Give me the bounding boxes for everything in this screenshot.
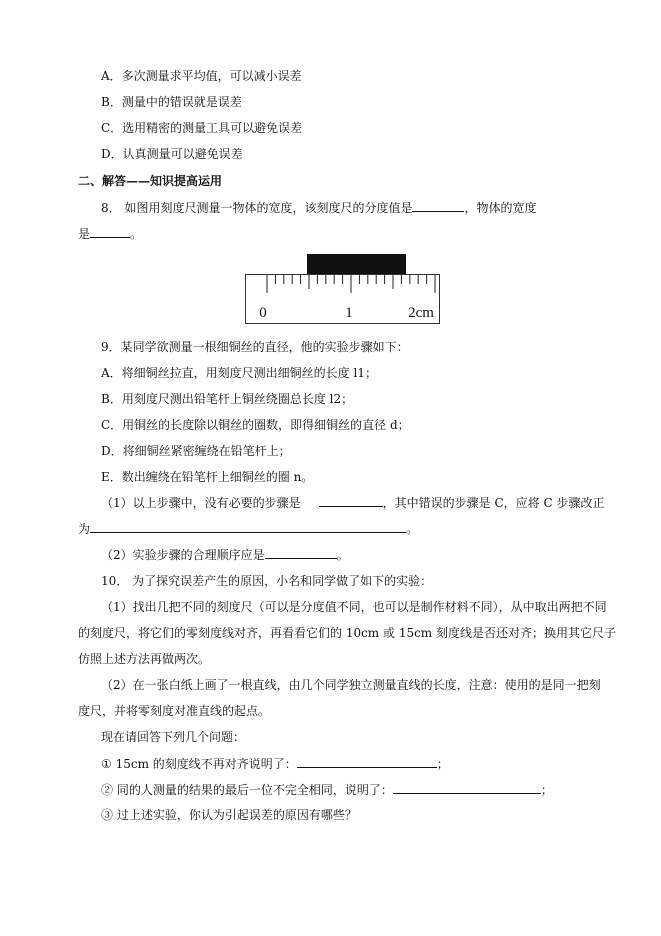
q10-item1-text: ① 15cm 的刻度线不再对齐说明了： bbox=[101, 757, 297, 771]
q9-sub2-text-a: （2）实验步骤的合理顺序应是 bbox=[101, 548, 265, 562]
q9-sub1-text-a: （1）以上步骤中，没有必要的步骤是 bbox=[101, 496, 301, 510]
option-b: B．测量中的错误就是误差 bbox=[101, 95, 242, 109]
q10-intro: 现在请回答下列几个问题： bbox=[101, 730, 246, 744]
q9-sub1-text-b: ，其中错误的步骤是 C，应将 C 步骤改正 bbox=[382, 496, 605, 510]
q10-p2-line1: （2）在一张白纸上画了一根直线，由几个同学独立测量直线的长度，注意：使用的是同一把刻 bbox=[101, 678, 601, 692]
q9-sub2 bbox=[101, 546, 349, 563]
option-d: D．认真测量可以避免误差 bbox=[101, 147, 243, 161]
ruler-label-0: 0 bbox=[259, 305, 267, 321]
q9-step-b: B．用刻度尺测出铅笔杆上铜丝绕圈总长度 l2； bbox=[101, 392, 354, 406]
q8-blank-division[interactable] bbox=[412, 199, 464, 212]
section-heading: 二、解答——知识提高运用 bbox=[78, 174, 223, 188]
q10-p1-line1: （1）找出几把不同的刻度尺（可以是分度值不同，也可以是制作材料不同），从中取出两把不同 bbox=[101, 600, 607, 614]
q9-blank-unneeded-step[interactable] bbox=[319, 494, 383, 507]
ruler-label-1: 1 bbox=[345, 305, 353, 321]
q9-sub1-line2 bbox=[78, 520, 418, 537]
q9-stem: 9．某同学欲测量一根细铜丝的直径，他的实验步骤如下： bbox=[101, 340, 409, 354]
q9-step-a: A．将细铜丝拉直，用刻度尺测出细铜丝的长度 l1； bbox=[101, 366, 377, 380]
q10-item2-text: ② 同的人测量的结果的最后一位不完全相同，说明了： bbox=[101, 783, 393, 797]
q8-blank-width[interactable] bbox=[90, 225, 130, 238]
q10-p2-line2: 度尺，并将零刻度对准直线的起点。 bbox=[78, 704, 271, 718]
q10-item2-end: ； bbox=[540, 783, 553, 797]
q9-sub2-text-b: 。 bbox=[336, 548, 349, 562]
q9-sub1-text-c: 为 bbox=[78, 522, 91, 536]
q10-item-3: ③ 过上述实验，你认为引起误差的原因有哪些？ bbox=[101, 808, 357, 822]
ruler-figure bbox=[245, 253, 441, 325]
option-c: C．选用精密的测量工具可以避免误差 bbox=[101, 121, 303, 135]
q9-step-e: E．数出缠绕在铅笔杆上细铜丝的圈 n。 bbox=[101, 470, 314, 484]
option-a: A．多次测量求平均值，可以减小误差 bbox=[101, 69, 302, 83]
q10-item1-end: ； bbox=[436, 757, 449, 771]
q9-step-c: C．用铜丝的长度除以铜丝的圈数，即得细铜丝的直径 d； bbox=[101, 418, 410, 432]
q9-blank-correction[interactable] bbox=[90, 520, 406, 533]
ruler-label-2cm: 2cm bbox=[408, 305, 434, 321]
q8-text-b: ，物体的宽度 bbox=[464, 201, 537, 215]
q8-text-a: 8． 如图用刻度尺测量一物体的宽度，该刻度尺的分度值是 bbox=[101, 201, 413, 215]
q9-sub1-line1 bbox=[101, 494, 604, 511]
q10-item-2 bbox=[101, 781, 553, 798]
q10-blank-2[interactable] bbox=[393, 781, 541, 794]
q9-sub1-text-d: 。 bbox=[406, 522, 419, 536]
q8-line2 bbox=[78, 225, 142, 242]
q9-blank-order[interactable] bbox=[265, 546, 337, 559]
q8-text-d: 。 bbox=[130, 227, 143, 241]
q10-stem: 10． 为了探究误差产生的原因，小名和同学做了如下的实验： bbox=[101, 574, 433, 588]
q10-item-1 bbox=[101, 755, 449, 772]
q8-text-c: 是 bbox=[78, 227, 91, 241]
q8-line1 bbox=[101, 199, 536, 216]
q9-step-d: D．将细铜丝紧密缠绕在铅笔杆上； bbox=[101, 444, 291, 458]
q10-blank-1[interactable] bbox=[297, 755, 437, 768]
q10-p1-line2: 的刻度尺，将它们的零刻度线对齐，再看看它们的 10cm 或 15cm 刻度线是否还对齐；换用其它尺子 bbox=[78, 626, 616, 640]
q10-p1-line3: 仿照上述方法再做两次。 bbox=[78, 652, 211, 666]
measured-object bbox=[307, 254, 406, 276]
